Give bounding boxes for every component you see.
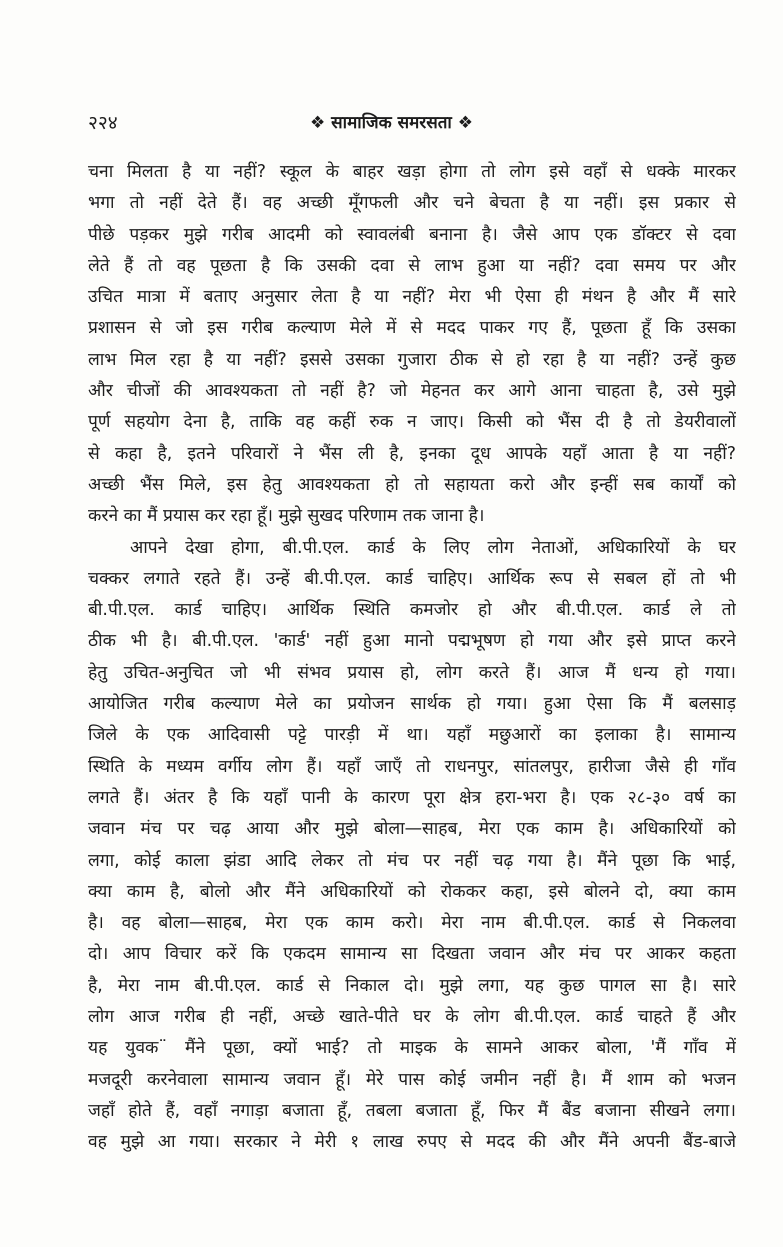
- text-line: बी.पी.एल. कार्ड चाहिए। आर्थिक स्थिति कमजोर हो और बी.पी.एल. कार्ड ले तो: [88, 600, 736, 621]
- text-line: उचित मात्रा में बताए अनुसार लेता है या नहीं? मेरा भी ऐसा ही मंथन है और मैं सारे: [88, 287, 736, 308]
- text-line: और चीजों की आवश्यकता तो नहीं है? जो मेहनत कर आगे आना चाहता है, उसे मुझे: [88, 381, 736, 402]
- text-line: दो। आप विचार करें कि एकदम सामान्य सा दिखता जवान और मंच पर आकर कहता: [88, 944, 736, 965]
- text-line: चक्कर लगाते रहते हैं। उन्हें बी.पी.एल. कार्ड चाहिए। आर्थिक रूप से सबल हों तो भी: [88, 568, 736, 589]
- text-line: स्थिति के मध्यम वर्गीय लोग हैं। यहाँ जाएँ तो राधनपुर, सांतलपुर, हारीजा जैसे ही गाँव: [88, 756, 736, 777]
- text-line: अच्छी भैंस मिले, इस हेतु आवश्यकता हो तो सहायता करो और इन्हीं सब कार्यों को: [88, 474, 736, 495]
- text-line: यह युवक¨ मैंने पूछा, क्यों भाई? तो माइक के सामने आकर बोला, 'मैं गाँव में: [88, 1038, 736, 1059]
- text-line: पीछे पड़कर मुझे गरीब आदमी को स्वावलंबी बनाना है। जैसे आप एक डॉक्टर से दवा: [88, 224, 736, 245]
- text-line: ठीक भी है। बी.पी.एल. 'कार्ड' नहीं हुआ मानो पद्मभूषण हो गया और इसे प्राप्त करने: [88, 631, 736, 652]
- text-line: आयोजित गरीब कल्याण मेले का प्रयोजन सार्थक हो गया। हुआ ऐसा कि मैं बलसाड़: [88, 694, 736, 715]
- text-line: लोग आज गरीब ही नहीं, अच्छे खाते-पीते घर के लोग बी.पी.एल. कार्ड चाहते हैं और: [88, 1007, 736, 1028]
- text-line: है, मेरा नाम बी.पी.एल. कार्ड से निकाल दो। मुझे लगा, यह कुछ पागल सा है। सारे: [88, 975, 736, 996]
- text-line: भगा तो नहीं देते हैं। वह अच्छी मूँगफली और चने बेचता है या नहीं। इस प्रकार से: [88, 193, 736, 214]
- body-text: [88, 157, 736, 1159]
- text-line: प्रशासन से जो इस गरीब कल्याण मेले में से मदद पाकर गए हैं, पूछता हूँ कि उसका: [88, 318, 736, 339]
- text-line: हेतु उचित-अनुचित जो भी संभव प्रयास हो, लोग करते हैं। आज मैं धन्य हो गया।: [88, 662, 736, 683]
- text-line: वह मुझे आ गया। सरकार ने मेरी १ लाख रुपए से मदद की और मैंने अपनी बैंड-बाजे: [88, 1132, 736, 1153]
- text-line: चना मिलता है या नहीं? स्कूल के बाहर खड़ा होगा तो लोग इसे वहाँ से धक्के मारकर: [88, 162, 736, 182]
- text-line: मजदूरी करनेवाला सामान्य जवान हूँ। मेरे पास कोई जमीन नहीं है। मैं शाम को भजन: [88, 1069, 736, 1090]
- running-title: ❖ सामाजिक समरसता ❖: [310, 113, 473, 133]
- text-line: जवान मंच पर चढ़ आया और मुझे बोला—साहब, मेरा एक काम है। अधिकारियों को: [88, 819, 736, 840]
- text-line: लेते हैं तो वह पूछता है कि उसकी दवा से लाभ हुआ या नहीं? दवा समय पर और: [88, 255, 736, 276]
- text-line: पूर्ण सहयोग देना है, ताकि वह कहीं रुक न जाए। किसी को भैंस दी है तो डेयरीवालों: [88, 412, 736, 433]
- text-line: लगा, कोई काला झंडा आदि लेकर तो मंच पर नहीं चढ़ गया है। मैंने पूछा कि भाई,: [88, 850, 736, 871]
- text-line: से कहा है, इतने परिवारों ने भैंस ली है, इनका दूध आपके यहाँ आता है या नहीं?: [88, 443, 736, 464]
- text-line: क्या काम है, बोलो और मैंने अधिकारियों को रोककर कहा, इसे बोलने दो, क्या काम: [88, 881, 736, 902]
- text-line: करने का मैं प्रयास कर रहा हूँ। मुझे सुखद परिणाम तक जाना है।: [88, 506, 485, 527]
- page-header: [0, 108, 783, 138]
- text-line: है। वह बोला—साहब, मेरा एक काम करो। मेरा नाम बी.पी.एल. कार्ड से निकलवा: [88, 913, 736, 934]
- text-line: लाभ मिल रहा है या नहीं? इससे उसका गुजारा ठीक से हो रहा है या नहीं? उन्हें कुछ: [88, 349, 736, 370]
- page-number: २२४: [88, 112, 118, 134]
- text-line: जहाँ होते हैं, वहाँ नगाड़ा बजाता हूँ, तबला बजाता हूँ, फिर मैं बैंड बजाना सीखने लगा।: [88, 1100, 736, 1121]
- text-line: लगते हैं। अंतर है कि यहाँ पानी के कारण पूरा क्षेत्र हरा-भरा है। एक २८-३० वर्ष का: [88, 787, 736, 808]
- text-line: जिले के एक आदिवासी पट्टे पारड़ी में था। यहाँ मछुआरों का इलाका है। सामान्य: [88, 725, 736, 746]
- text-line: आपने देखा होगा, बी.पी.एल. कार्ड के लिए लोग नेताओं, अधिकारियों के घर: [130, 537, 736, 558]
